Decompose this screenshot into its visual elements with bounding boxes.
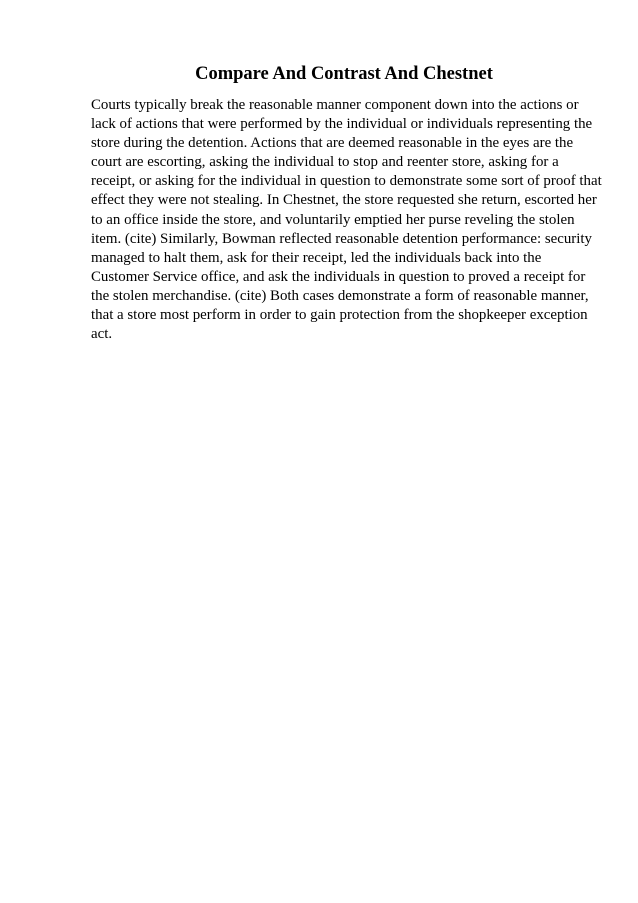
paragraph-line: receipt, or asking for the individual in question to demonstrate some sort of proof that: [91, 173, 602, 190]
paragraph-line: effect they were not stealing. In Chestnet, the store requested she return, escorted her: [91, 192, 597, 209]
paragraph-line: store during the detention. Actions that are deemed reasonable in the eyes are the: [91, 135, 574, 152]
paragraph-line: court are escorting, asking the individual to stop and reenter store, asking for a: [91, 154, 559, 171]
paragraph-line: managed to halt them, ask for their receipt, led the individuals back into the: [91, 249, 542, 266]
paragraph-line: Customer Service office, and ask the individuals in question to proved a receipt for: [91, 268, 586, 285]
paragraph-line: item. (cite) Similarly, Bowman reflected reasonable detention performance: security: [91, 230, 592, 247]
paragraph-line: act.: [91, 326, 113, 343]
paragraph-line: that a store most perform in order to gain protection from the shopkeeper exception: [91, 307, 588, 324]
paragraph-line: Courts typically break the reasonable manner component down into the actions or: [91, 97, 579, 113]
paragraph-line: lack of actions that were performed by the individual or individuals representing the: [91, 116, 593, 133]
body-paragraph: [91, 96, 601, 344]
document-title: Compare And Contrast And Chestnet: [195, 64, 493, 84]
paragraph-line: the stolen merchandise. (cite) Both cases demonstrate a form of reasonable manner,: [91, 287, 589, 304]
paragraph-line: to an office inside the store, and voluntarily emptied her purse reveling the stolen: [91, 211, 575, 228]
